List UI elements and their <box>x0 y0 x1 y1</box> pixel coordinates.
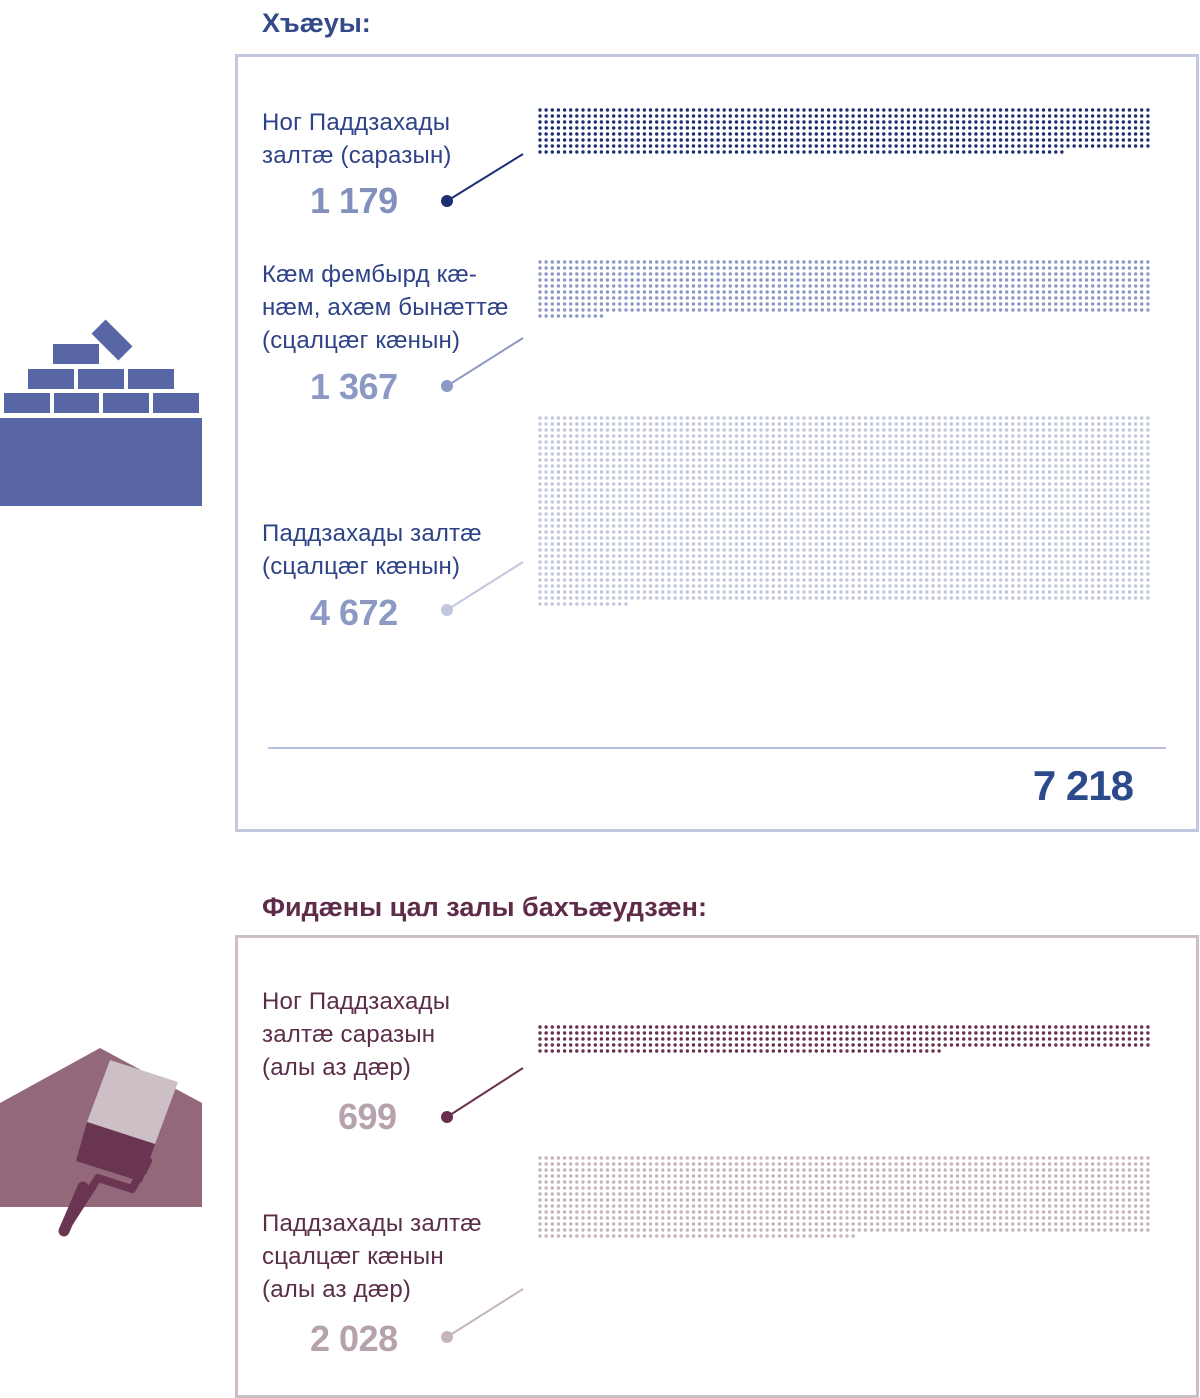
leader-dot-0-1 <box>441 380 453 392</box>
leader-line-1-1 <box>447 1289 523 1337</box>
bar-label-new-halls-yearly: Ног Паддзахады залтæ саразын (алы аз дæр) <box>262 988 451 1081</box>
leader-dot-1-1 <box>441 1331 453 1343</box>
bar-0-2 <box>538 416 1149 605</box>
leader-line-0-0 <box>447 154 523 201</box>
section-title-needed: Хъæуы: <box>262 8 371 38</box>
leader-line-0-2 <box>447 562 523 610</box>
bar-value-assembly-halls: 1 367 <box>310 366 398 407</box>
bar-1-0 <box>538 1025 1149 1052</box>
bar-value-new-halls-yearly: 699 <box>338 1096 397 1137</box>
bar-0-1 <box>538 260 1149 317</box>
leader-dot-0-2 <box>441 604 453 616</box>
total-value: 7 218 <box>1032 762 1133 809</box>
bar-value-renovate-halls-yearly: 2 028 <box>310 1318 398 1359</box>
bar-1-1 <box>538 1156 1149 1237</box>
bar-value-renovate-halls: 4 672 <box>310 592 398 633</box>
leader-line-0-1 <box>447 338 523 386</box>
bar-label-renovate-halls: Паддзахады залтæ (сцалцæг кæнын) <box>262 520 482 580</box>
section-title-future: Фидæны цал залы бахъæудзæн: <box>262 892 707 922</box>
bar-label-renovate-halls-yearly: Паддзахады залтæ сцалцæг кæнын (алы аз дæр) <box>262 1210 482 1303</box>
leader-line-1-0 <box>447 1068 523 1117</box>
bar-0-0 <box>538 108 1149 153</box>
bar-label-new-halls: Ног Паддзахады залтæ (саразын) <box>262 109 452 169</box>
leader-dot-1-0 <box>441 1111 453 1123</box>
bar-label-assembly-halls: Кæм фембырд кæ- нæм, ахæм бынæттæ (сцалцæг кæнын) <box>262 261 509 354</box>
bar-value-new-halls: 1 179 <box>310 180 398 221</box>
leader-dot-0-0 <box>441 195 453 207</box>
